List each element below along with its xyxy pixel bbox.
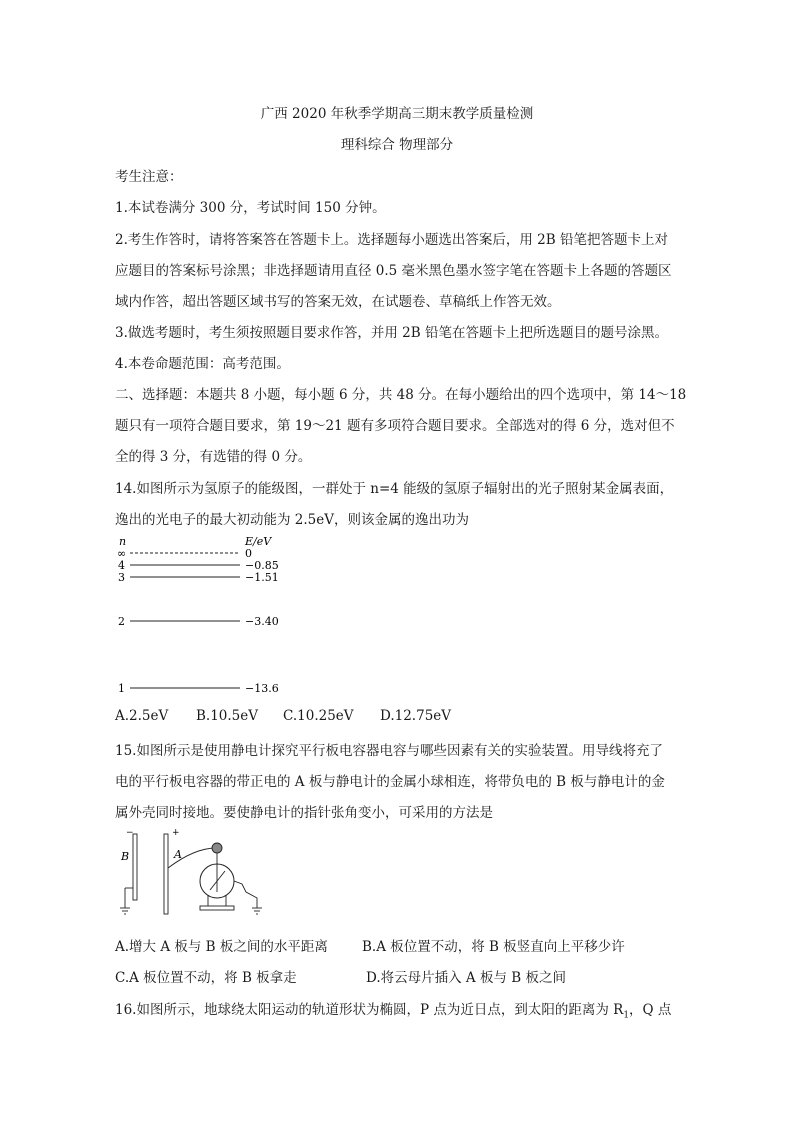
section-line: 全的得 3 分，有选错的得 0 分。 <box>115 449 312 465</box>
electrometer-diagram <box>112 826 274 921</box>
q14-option-a: A.2.5eV <box>115 708 169 724</box>
plate-a-plus-sign: + <box>172 828 180 838</box>
electrometer-needle <box>210 871 225 890</box>
page-subtitle: 理科综合 物理部分 <box>340 137 454 153</box>
level-e-4: −0.85 <box>245 559 279 572</box>
case-ground-wire <box>234 881 257 908</box>
q14-option-b: B.10.5eV <box>196 708 259 724</box>
q15-option-d: D.将云母片插入 A 板与 B 板之间 <box>366 970 566 986</box>
metal-ball <box>212 843 222 853</box>
level-e-3: −1.51 <box>245 571 279 584</box>
plate-a <box>164 834 168 914</box>
level-n-3: 3 <box>118 571 125 584</box>
level-n-2: 2 <box>118 615 125 628</box>
page-title: 广西 2020 年秋季学期高三期末教学质量检测 <box>260 106 534 122</box>
q14-option-d: D.12.75eV <box>380 708 452 724</box>
notice-line: 3.做选考题时，考生须按照题目要求作答，并用 2B 铅笔在答题卡上把所选题目的题号涂黑。 <box>115 325 668 341</box>
notice-line: 4.本卷命题范围：高考范围。 <box>115 356 290 372</box>
plate-b-label: B <box>121 850 130 863</box>
n-axis-label: n <box>119 535 127 548</box>
section-line: 二、选择题：本题共 8 小题，每小题 6 分，共 48 分。在每小题给出的四个选项中，第 14～18 <box>115 387 687 403</box>
plate-b-minus-sign: − <box>126 828 134 838</box>
level-n-inf: ∞ <box>117 547 127 560</box>
level-e-2: −3.40 <box>245 615 279 628</box>
energy-level-diagram <box>110 533 310 701</box>
notice-line: 2.考生作答时，请将答案答在答题卡上。选择题每小题选出答案后，用 2B 铅笔把答题卡上对 <box>115 232 668 248</box>
q15-stem-line: 15.如图所示是使用静电计探究平行板电容器电容与哪些因素有关的实验装置。用导线将充了 <box>115 743 663 759</box>
q15-stem-line: 电的平行板电容器的带正电的 A 板与静电计的金属小球相连，将带负电的 B 板与静电计的金 <box>115 774 665 790</box>
notice-line: 域内作答，超出答题区域书写的答案无效，在试题卷、草稿纸上作答无效。 <box>115 294 561 310</box>
electrometer-base <box>200 906 234 910</box>
q15-stem-line: 属外壳同时接地。要使静电计的指针张角变小，可采用的方法是 <box>115 805 493 821</box>
plate-a-label: A <box>174 848 182 861</box>
level-n-4: 4 <box>118 559 125 572</box>
level-e-1: −13.6 <box>245 682 279 695</box>
q14-stem-line: 14.如图所示为氢原子的能级图，一群处于 n=4 能级的氢原子辐射出的光子照射某金属表面， <box>115 481 674 497</box>
q14-option-c: C.10.25eV <box>283 708 354 724</box>
level-n-1: 1 <box>118 682 125 695</box>
notice-line: 应题目的答案标号涂黑；非选择题请用直径 0.5 毫米黑色墨水签字笔在答题卡上各题的答题区 <box>115 263 672 279</box>
notice-line: 1.本试卷满分 300 分，考试时间 150 分钟。 <box>115 200 386 216</box>
q15-option-a: A.增大 A 板与 B 板之间的水平距离 <box>115 939 328 955</box>
q14-stem-line: 逸出的光电子的最大初动能为 2.5eV，则该金属的逸出功为 <box>115 512 469 528</box>
q15-option-b: B.A 板位置不动，将 B 板竖直向上平移少许 <box>362 939 625 955</box>
level-e-inf: 0 <box>245 547 252 560</box>
section-line: 题只有一项符合题目要求，第 19～21 题有多项符合题目要求。全部选对的得 6 分，选对但不 <box>115 418 675 434</box>
plate-b <box>133 834 137 900</box>
q15-option-c: C.A 板位置不动，将 B 板拿走 <box>115 970 297 986</box>
notice-heading: 考生注意： <box>115 169 183 185</box>
energy-axis-label: E/eV <box>245 535 272 548</box>
q16-stem-line: 16.如图所示，地球绕太阳运动的轨道形状为椭圆，P 点为近日点，到太阳的距离为 $R_1$，Q 点 <box>115 1002 672 1021</box>
